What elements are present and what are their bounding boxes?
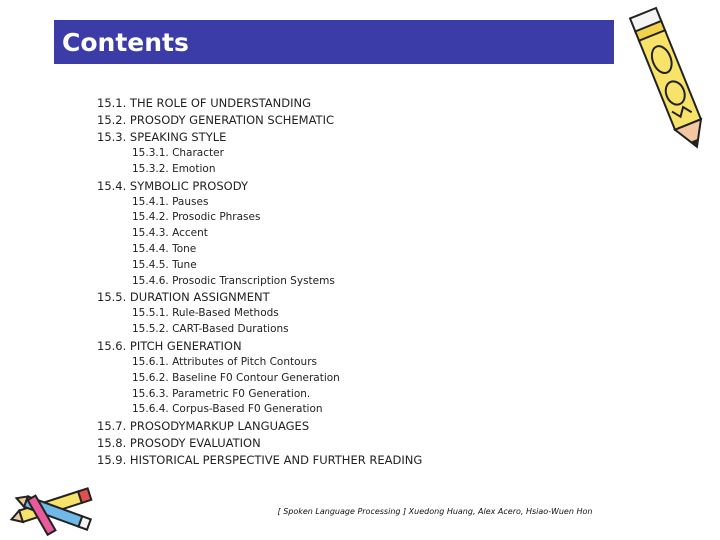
title-bar [54,20,614,64]
page-title: Contents [62,27,189,57]
toc-section: 15.9. HISTORICAL PERSPECTIVE AND FURTHER READING [97,453,423,468]
toc-section: 15.7. PROSODYMARKUP LANGUAGES [97,419,310,434]
toc-subsection: 15.4.1. Pauses [132,195,209,208]
toc-subsection: 15.6.4. Corpus-Based F0 Generation [132,403,323,416]
pencil-icon [620,0,720,160]
toc-subsection: 15.5.2. CART-Based Durations [132,323,289,336]
toc-subsection: 15.4.2. Prosodic Phrases [132,211,261,224]
footer-credit: [ Spoken Language Processing ] Xuedong Huang, Alex Acero, Hsiao-Wuen Hon [277,507,593,516]
toc-subsection: 15.3.1. Character [132,147,224,159]
toc-subsection: 15.6.1. Attributes of Pitch Contours [132,355,317,368]
toc-section: 15.5. DURATION ASSIGNMENT [97,290,270,305]
toc-section: 15.3. SPEAKING STYLE [97,130,227,144]
toc-section: 15.8. PROSODY EVALUATION [97,436,261,451]
toc-subsection: 15.5.1. Rule-Based Methods [132,307,279,320]
toc-section: 15.4. SYMBOLIC PROSODY [97,178,248,193]
toc-subsection: 15.4.6. Prosodic Transcription Systems [132,274,335,287]
toc-subsection: 15.6.3. Parametric F0 Generation. [132,387,311,400]
toc-section: 15.1. THE ROLE OF UNDERSTANDING [97,96,311,110]
table-of-contents [97,95,567,469]
footer [0,507,720,516]
toc-subsection: 15.3.2. Emotion [132,162,216,175]
toc-section: 15.6. PITCH GENERATION [97,338,242,353]
toc-section: 15.2. PROSODY GENERATION SCHEMATIC [97,113,335,127]
toc-subsection: 15.6.2. Baseline F0 Contour Generation [132,371,340,384]
toc-subsection: 15.4.3. Accent [132,227,208,240]
pencils-icon [8,478,103,538]
toc-subsection: 15.4.5. Tune [132,258,197,271]
toc-subsection: 15.4.4. Tone [132,242,197,255]
